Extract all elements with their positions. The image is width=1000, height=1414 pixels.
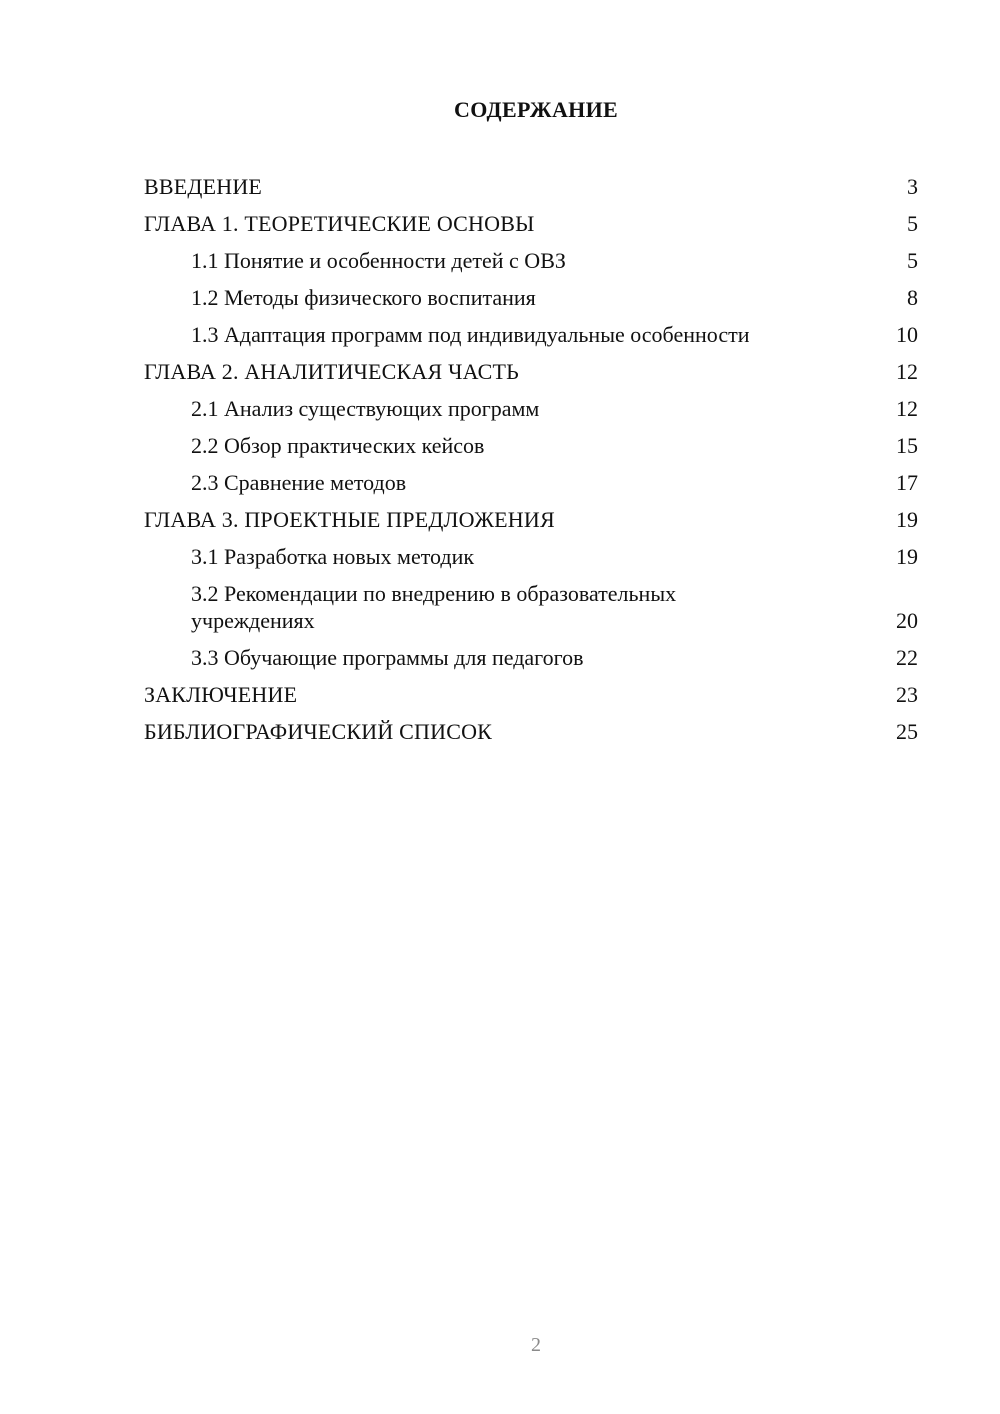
toc-entry-section-3-2[interactable]: [144, 575, 918, 639]
toc-entry-page: 3: [907, 174, 918, 199]
toc-entry-page: 19: [896, 544, 918, 569]
toc-entry-page: 25: [896, 719, 918, 744]
page-title: СОДЕРЖАНИЕ: [454, 97, 618, 122]
toc-entry-section-1-2[interactable]: [144, 279, 918, 316]
toc-entry-page: 12: [896, 359, 918, 384]
toc-entry-label: 3.1 Разработка новых методик: [191, 544, 475, 569]
toc-entry-section-1-1[interactable]: [144, 242, 918, 279]
toc-entry-page: 10: [896, 322, 918, 347]
toc-entry-chapter-1[interactable]: [144, 205, 918, 242]
toc-entry-label: 1.3 Адаптация программ под индивидуальные особенности: [191, 322, 750, 347]
table-of-contents: [144, 168, 918, 750]
page-number: 2: [531, 1334, 541, 1356]
toc-entry-label: 3.2 Рекомендации по внедрению в образовательных учреждениях: [191, 581, 677, 633]
toc-entry-label: 2.3 Сравнение методов: [191, 470, 407, 495]
toc-entry-section-2-3[interactable]: [144, 464, 918, 501]
toc-entry-page: 15: [896, 433, 918, 458]
toc-entry-section-2-1[interactable]: [144, 390, 918, 427]
toc-entry-label: 2.1 Анализ существующих программ: [191, 396, 540, 421]
toc-entry-label: ВВЕДЕНИЕ: [144, 174, 263, 199]
toc-entry-section-3-1[interactable]: [144, 538, 918, 575]
toc-entry-section-3-3[interactable]: [144, 639, 918, 676]
toc-entry-conclusion[interactable]: [144, 676, 918, 713]
toc-entry-page: 8: [907, 285, 918, 310]
toc-entry-page: 5: [907, 211, 918, 236]
toc-entry-page: 22: [896, 645, 918, 670]
toc-entry-page: 19: [896, 507, 918, 532]
toc-entry-page: 5: [907, 248, 918, 273]
toc-entry-label: ГЛАВА 1. ТЕОРЕТИЧЕСКИЕ ОСНОВЫ: [144, 211, 535, 236]
toc-entry-label: ГЛАВА 3. ПРОЕКТНЫЕ ПРЕДЛОЖЕНИЯ: [144, 507, 555, 532]
toc-entry-label: ЗАКЛЮЧЕНИЕ: [144, 682, 298, 707]
toc-entry-label: 3.3 Обучающие программы для педагогов: [191, 645, 584, 670]
toc-entry-chapter-2[interactable]: [144, 353, 918, 390]
toc-entry-label: 1.1 Понятие и особенности детей с ОВЗ: [191, 248, 566, 273]
toc-entry-section-1-3[interactable]: [144, 316, 918, 353]
toc-entry-label: БИБЛИОГРАФИЧЕСКИЙ СПИСОК: [144, 719, 493, 744]
toc-entry-page: 17: [896, 470, 918, 495]
toc-entry-page: 12: [896, 396, 918, 421]
toc-entry-label: 2.2 Обзор практических кейсов: [191, 433, 485, 458]
toc-entry-chapter-3[interactable]: [144, 501, 918, 538]
toc-entry-section-2-2[interactable]: [144, 427, 918, 464]
toc-entry-page: 20: [896, 608, 918, 633]
toc-entry-bibliography[interactable]: [144, 713, 918, 750]
toc-entry-label: ГЛАВА 2. АНАЛИТИЧЕСКАЯ ЧАСТЬ: [144, 359, 519, 384]
toc-entry-introduction[interactable]: [144, 168, 918, 205]
toc-entry-label: 1.2 Методы физического воспитания: [191, 285, 536, 310]
toc-entry-page: 23: [896, 682, 918, 707]
